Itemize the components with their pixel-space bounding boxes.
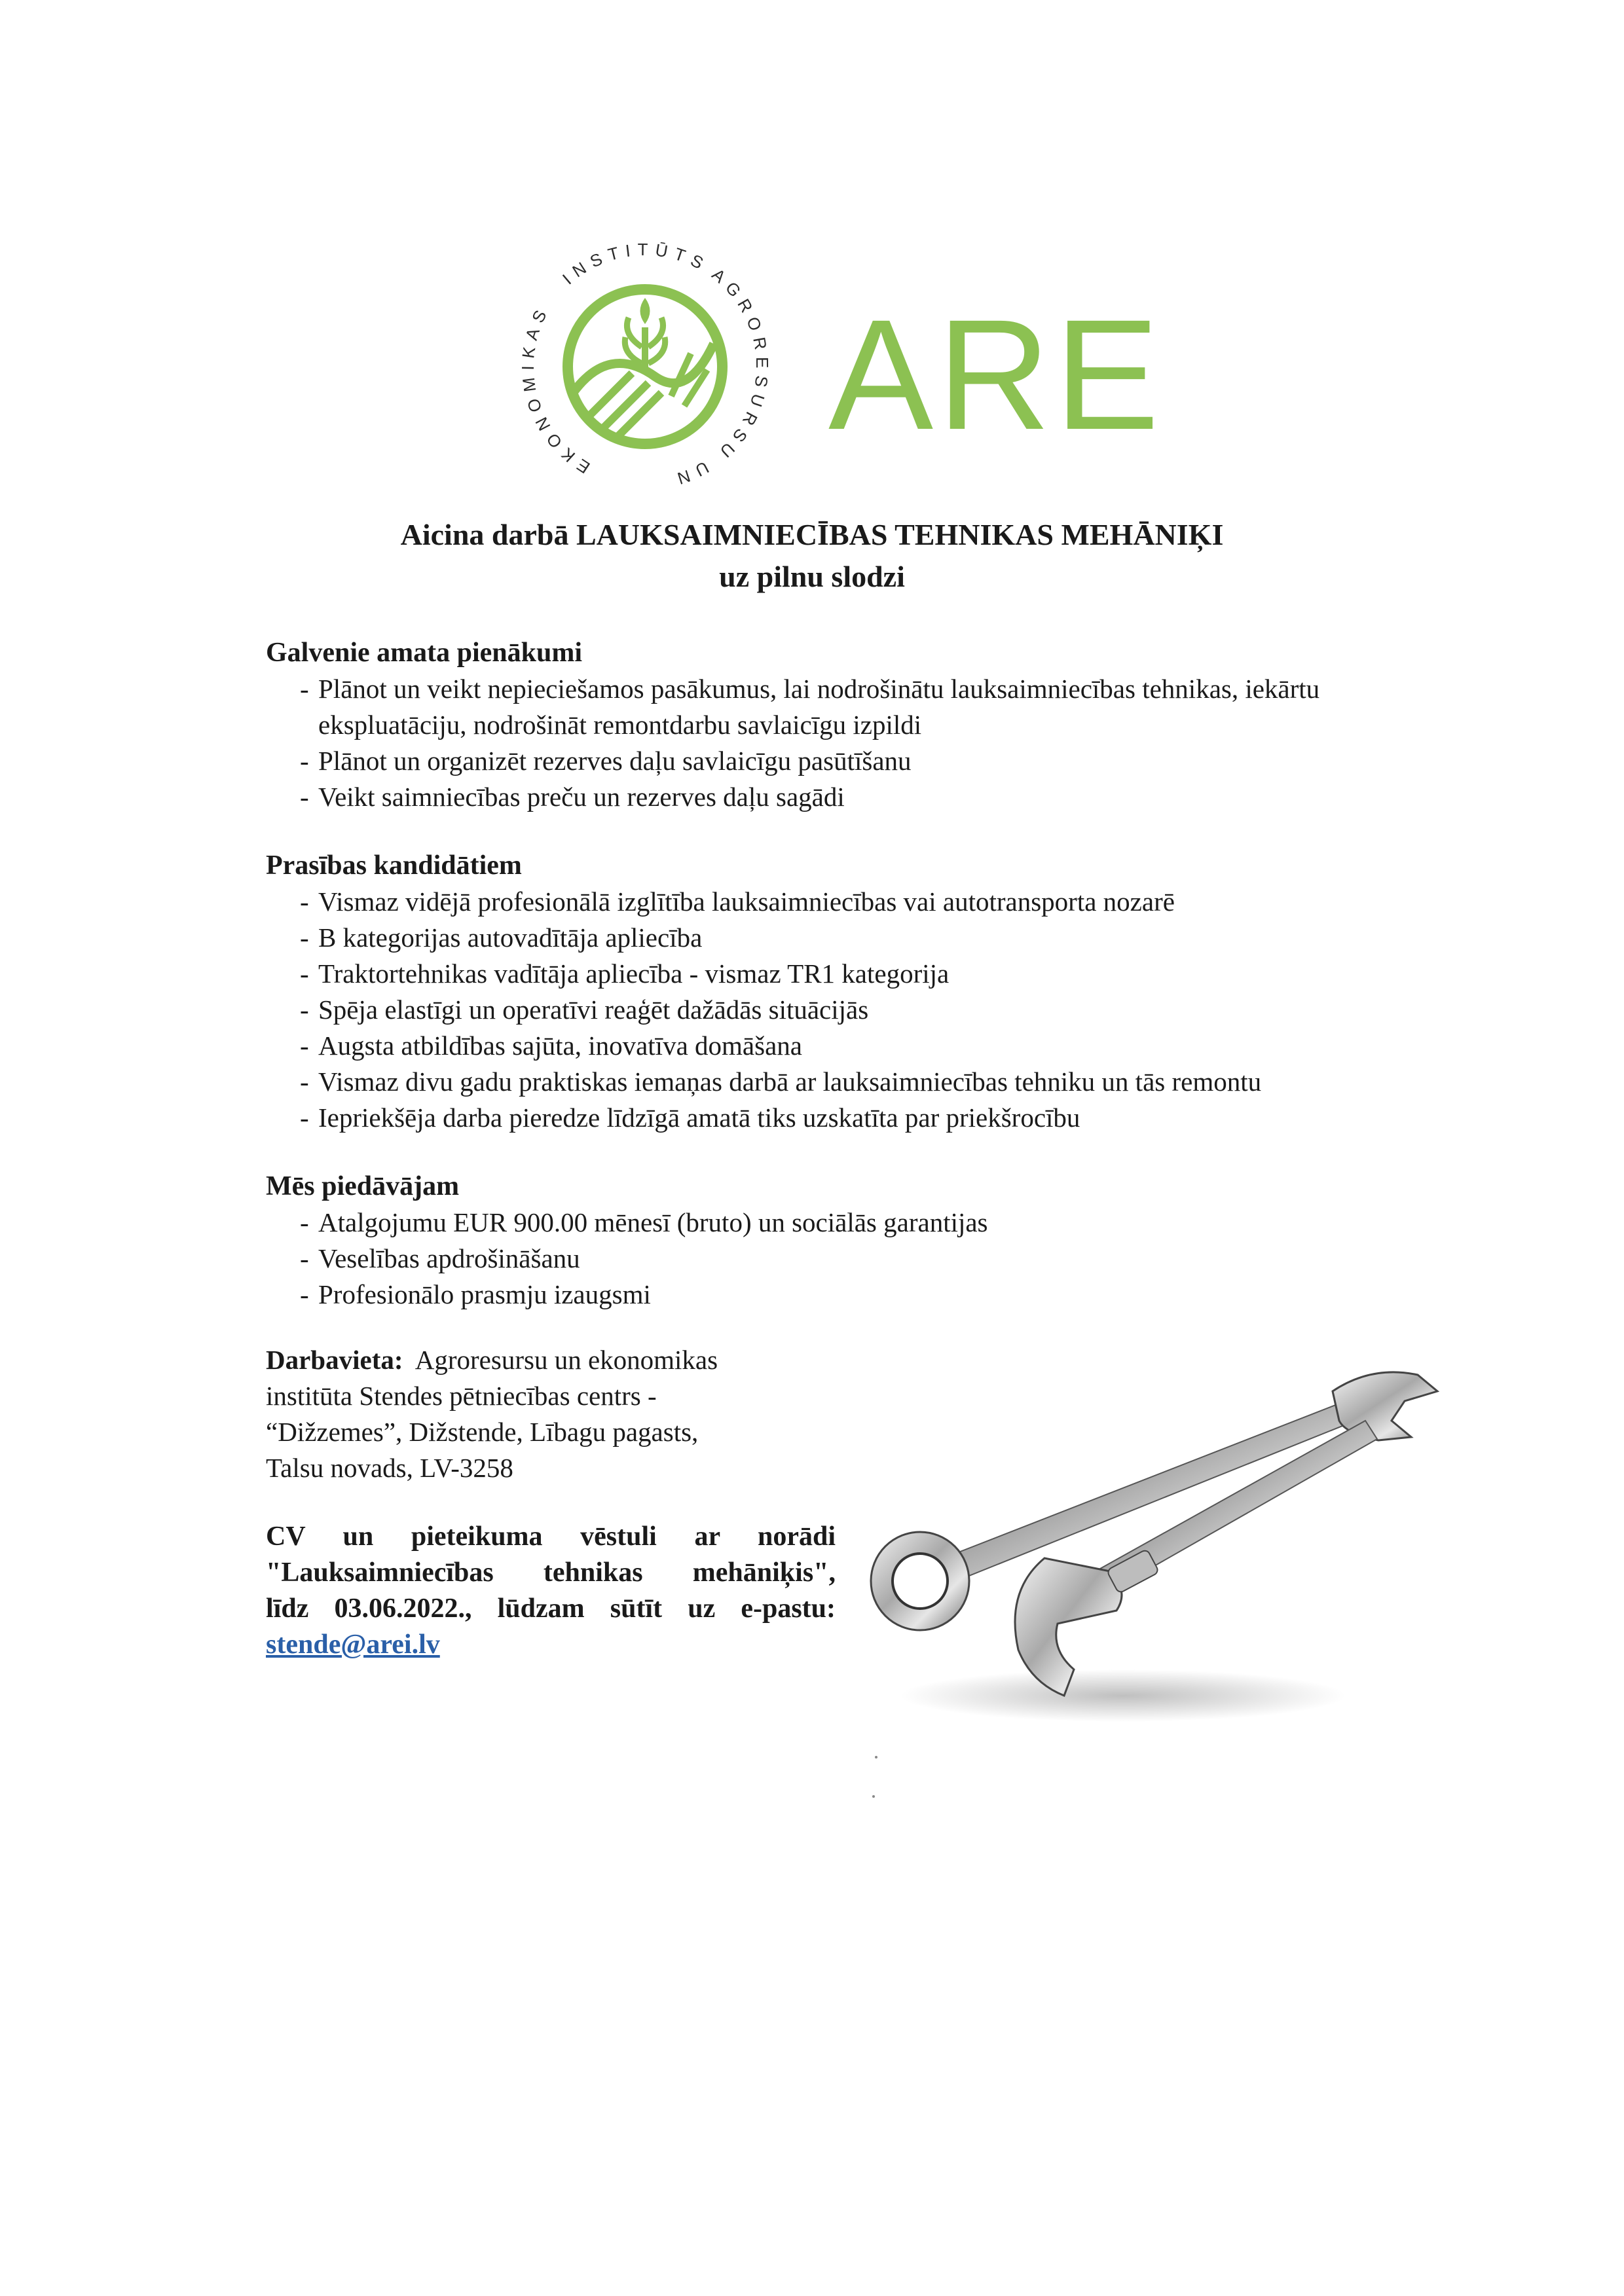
- list-item: - Plānot un veikt nepieciešamos pasākumus, lai nodrošinātu lauksaimniecības tehnikas, iekārtu ekspluatāciju, nodrošināt remontdarbu savlaicīgu izpildi: [300, 671, 1445, 743]
- list-item: - Veselības apdrošināšanu: [300, 1241, 1445, 1277]
- logo-ring-bottom: EKONOMIKAS: [517, 301, 594, 478]
- workplace-line: Talsu novads, LV-3258: [266, 1453, 513, 1483]
- page-subtitle: uz pilnu slodzi: [719, 560, 905, 593]
- combination-wrench: [871, 1372, 1437, 1630]
- workplace-line: “Dižzemes”, Dižstende, Lībagu pagasts,: [266, 1417, 699, 1447]
- application-line: CV un pieteikuma vēstuli ar norādi: [266, 1522, 836, 1552]
- workplace-line: Agroresursu un ekonomikas: [415, 1345, 718, 1375]
- requirements-heading: Prasības kandidātiem: [266, 850, 522, 881]
- scan-speck: [875, 1756, 877, 1758]
- list-item: - Plānot un organizēt rezerves daļu savlaicīgu pasūtīšanu: [300, 743, 1445, 779]
- duties-heading: Galvenie amata pienākumi: [266, 638, 583, 668]
- email-link[interactable]: stende@arei.lv: [266, 1630, 440, 1660]
- logo-ring-left: INSTITŪTS: [558, 239, 712, 289]
- list-item: - Augsta atbildības sajūta, inovatīva domāšana: [300, 1028, 1445, 1064]
- duties-list: [266, 671, 1445, 815]
- offer-list: [266, 1205, 1445, 1313]
- offer-heading: Mēs piedāvājam: [266, 1171, 460, 1201]
- list-item: - Profesionālo prasmju izaugsmi: [300, 1277, 1445, 1313]
- application-line: "Lauksaimniecības tehnikas mehāniķis",: [266, 1558, 836, 1588]
- requirements-list: [266, 884, 1445, 1136]
- arei-logo: [517, 239, 1153, 494]
- page-title: Aicina darbā LAUKSAIMNIECĪBAS TEHNIKAS MEHĀNIĶI: [400, 518, 1224, 551]
- logo-ring-right: AGRORESURSU UN: [669, 264, 773, 491]
- scan-speck: [872, 1795, 875, 1798]
- requirements-section: [266, 848, 1445, 1136]
- list-item: - Vismaz vidējā profesionālā izglītība lauksaimniecības vai autotransporta nozarē: [300, 884, 1445, 920]
- list-item: - Veikt saimniecības preču un rezerves daļu sagādi: [300, 779, 1445, 815]
- list-item: - Iepriekšēja darba pieredze līdzīgā amatā tiks uzskatīta par priekšrocību: [300, 1100, 1445, 1136]
- application-line: līdz 03.06.2022., lūdzam sūtīt uz e-pastu:: [266, 1594, 836, 1624]
- duties-section: [266, 635, 1445, 815]
- arei-logo-graphic: [517, 239, 1153, 494]
- application-block: [266, 1519, 836, 1663]
- logo-ring-text-left: [559, 240, 712, 289]
- workplace-block: [266, 1342, 842, 1486]
- wrenches-image: [848, 1329, 1477, 1748]
- list-item: - B kategorijas autovadītāja apliecība: [300, 920, 1445, 956]
- logo-emblem: [568, 289, 722, 444]
- workplace-line: institūta Stendes pētniecības centrs -: [266, 1381, 657, 1411]
- list-item: - Spēja elastīgi un operatīvi reaģēt dažādās situācijās: [300, 992, 1445, 1028]
- offer-section: [266, 1169, 1445, 1313]
- list-item: - Traktortehnikas vadītāja apliecība - vismaz TR1 kategorija: [300, 956, 1445, 992]
- wrenches-graphic: [848, 1329, 1477, 1748]
- logo-wordmark: ARE: [828, 287, 1153, 462]
- list-item: - Vismaz divu gadu praktiskas iemaņas darbā ar lauksaimniecības tehniku un tās remontu: [300, 1064, 1445, 1100]
- list-item: - Atalgojumu EUR 900.00 mēnesī (bruto) un sociālās garantijas: [300, 1205, 1445, 1241]
- workplace-label: Darbavieta:: [266, 1345, 403, 1375]
